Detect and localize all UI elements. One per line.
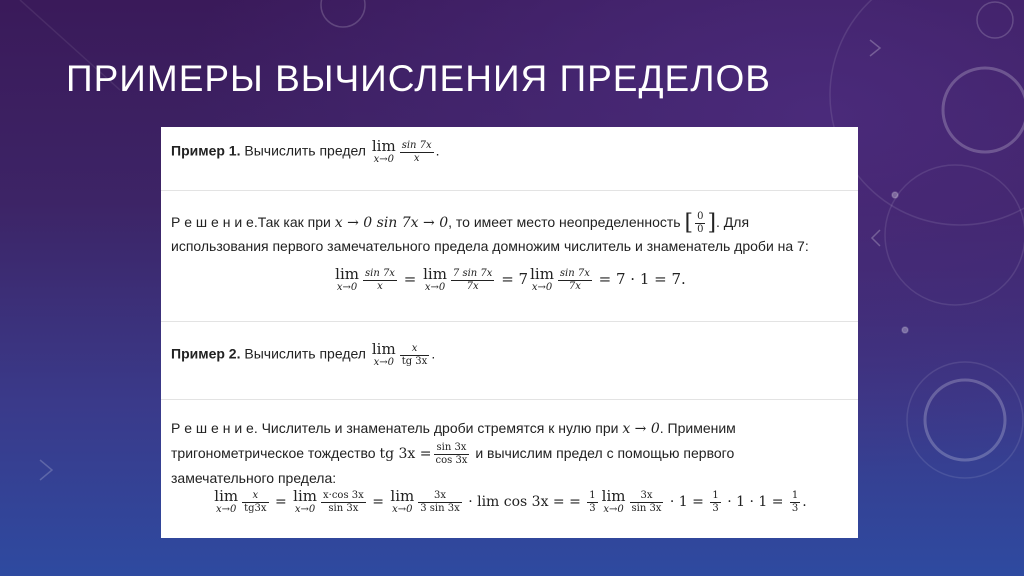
separator [161, 190, 858, 191]
separator [161, 399, 858, 400]
separator [161, 321, 858, 322]
example-2-fraction: $\frac{x}{tg 3x}$ [401, 342, 428, 367]
solution-2-formula: lim x→0 $\frac{x}{tg3x}$ = lim x→0 $\frac{x\cdot\cos 3x}{\sin 3x}$ = lim x→0 $\frac{3x}{3 \sin 3x}$ · lim cos 3x = = $\frac{1}{3}$ lim x→0 $\frac{3x}{\sin 3x}$ · 1 = $\frac{1}{3}$ · 1 · 1 = $\frac{1}{3}$ . [214, 487, 807, 515]
example-1-text: Вычислить предел [240, 142, 370, 159]
example-2: Пример 2. Вычислить предел lim x→0 $\frac{x}{tg 3x}$ . [171, 340, 436, 368]
solution-1-formula: lim x→0 $\frac{\sin 7x}{x}$ = lim x→0 $\frac{7 \sin 7x}{7x}$ = 7 lim x→0 $\frac{\sin 7x}{7x}$ = 7 · 1 = 7. [335, 265, 686, 293]
solution-1-text: Р е ш е н и е.Так как при x → 0 sin 7x → 0, то имеет место неопределенность [ $\frac{0}{0}$ ]. Для использования первого замечательного предела домножим числитель и знаменатель дроби на 7: [171, 210, 809, 254]
example-1-label: Пример 1. [171, 142, 241, 159]
solution-2-text: Р е ш е н и е. Числитель и знаменатель дроби стремятся к нулю при x → 0. Применим тригонометрическое тождество tg 3x = $\frac{\sin 3x}{\cos 3x}$ и вычислим предел с помощью первого замечательного предела: [171, 420, 736, 486]
example-2-text: Вычислить предел [240, 345, 370, 362]
example-1-limit: lim x→0 [371, 137, 396, 165]
indeterminate-fraction: $\frac{0}{0}$ [697, 210, 704, 235]
example-1-fraction: $\frac{\sin 7x}{x}$ [401, 139, 432, 164]
identity-fraction: $\frac{\sin 3x}{\cos 3x}$ [435, 441, 468, 466]
example-1: Пример 1. Вычислить предел lim x→0 $\frac{\sin 7x}{x}$ . [171, 137, 440, 165]
slide-title: ПРИМЕРЫ ВЫЧИСЛЕНИЯ ПРЕДЕЛОВ [66, 58, 771, 99]
example-2-label: Пример 2. [171, 345, 241, 362]
example-2-limit: lim x→0 [371, 340, 396, 368]
content-card [161, 127, 858, 538]
